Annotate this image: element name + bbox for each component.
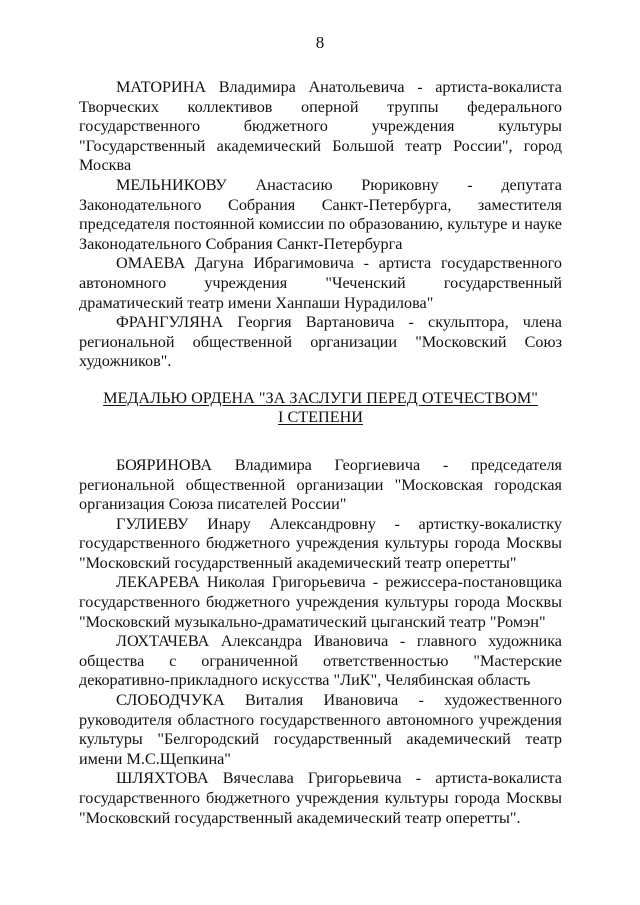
award-entry: ГУЛИЕВУ Инару Александровну - артистку-вокалистку государственного бюджетного учреждения культуры города Москвы "Московский государственный академический театр оперетты" bbox=[79, 514, 562, 572]
page-number: 8 bbox=[315, 33, 325, 52]
document-body bbox=[79, 78, 562, 828]
section-heading bbox=[79, 389, 562, 427]
award-entry: МАТОРИНА Владимира Анатольевича - артиста-вокалиста Творческих коллективов оперной труппы федерального государственного бюджетного учреждения культуры "Государственный академический Большой театр России", город Москва bbox=[79, 78, 562, 175]
award-entry: БОЯРИНОВА Владимира Георгиевича - председателя региональной общественной организации "Московская городская организация Союза писателей России" bbox=[79, 455, 562, 514]
award-entry: ОМАЕВА Дагуна Ибрагимовича - артиста государственного автономного учреждения "Чеченский государственный драматический театр имени Ханпаши Нурадилова" bbox=[79, 254, 562, 312]
award-entry: ЛЕКАРЕВА Николая Григорьевича - режиссера-постановщика государственного бюджетного учреждения культуры города Москвы "Московский музыкально-драматический цыганский театр "Ромэн" bbox=[79, 573, 562, 631]
award-entry: СЛОБОДЧУКА Виталия Ивановича - художественного руководителя областного государственного автономного учреждения культуры "Белгородский государственный академический театр имени М.С.Щепкина" bbox=[79, 691, 562, 768]
award-entry: МЕЛЬНИКОВУ Анастасию Рюриковну - депутата Законодательного Собрания Санкт-Петербурга, заместителя председателя постоянной комиссии по образованию, культуре и науке Законодательного Собрания Санкт-Петербурга bbox=[79, 175, 562, 253]
award-entry: ЛОХТАЧЕВА Александра Ивановича - главного художника общества с ограниченной ответственностью "Мастерские декоративно-прикладного искусства "ЛиК", Челябинская область bbox=[79, 632, 562, 690]
award-entry: ФРАНГУЛЯНА Георгия Вартановича - скульптора, члена региональной общественной организации "Московский Союз художников". bbox=[79, 313, 562, 371]
award-entry: ШЛЯХТОВА Вячеслава Григорьевича - артиста-вокалиста государственного бюджетного учреждения культуры города Москвы "Московский государственный академический театр оперетты". bbox=[79, 769, 562, 827]
section-heading-line-2: I СТЕПЕНИ bbox=[278, 407, 363, 426]
section-heading-line-1: МЕДАЛЬЮ ОРДЕНА "ЗА ЗАСЛУГИ ПЕРЕД ОТЕЧЕСТВОМ" bbox=[103, 388, 538, 407]
